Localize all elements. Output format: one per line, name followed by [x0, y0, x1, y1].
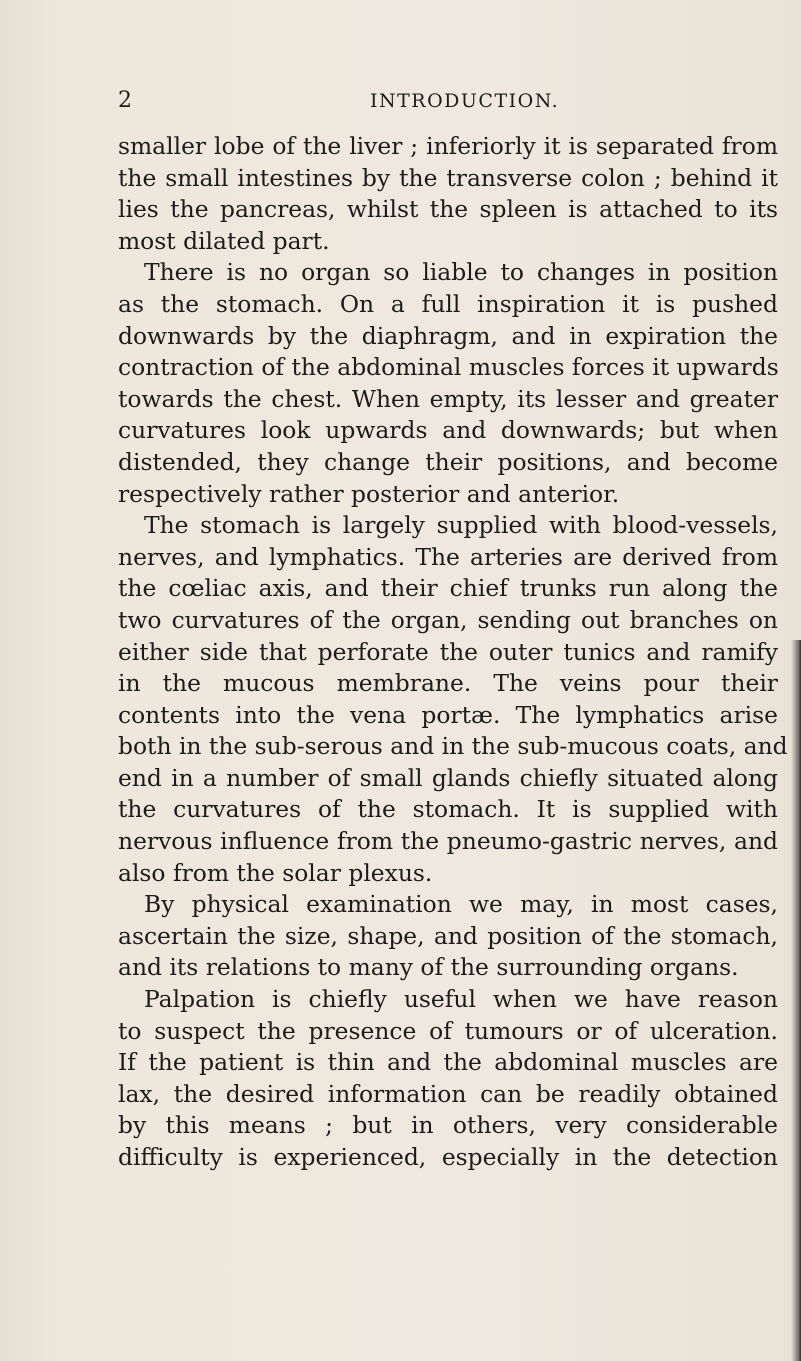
text-line: ascertain the size, shape, and position of the stomach,	[118, 921, 778, 950]
body-text	[118, 131, 788, 1174]
text-line: end in a number of small glands chiefly situated along	[118, 763, 778, 792]
text-line: difficulty is experienced, especially in the detection	[118, 1143, 778, 1171]
text-line: curvatures look upwards and downwards; but when	[118, 416, 778, 445]
running-head	[118, 88, 798, 118]
page-number: 2	[118, 88, 132, 113]
text-line: The stomach is largely supplied with blood-vessels,	[144, 511, 778, 540]
text-line: by this means ; but in others, very considerable	[118, 1111, 778, 1140]
text-line: lies the pancreas, whilst the spleen is attached to its	[118, 195, 778, 224]
text-line: distended, they change their positions, and become	[118, 447, 778, 476]
text-line: as the stomach. On a full inspiration it is pushed	[118, 289, 778, 318]
running-head-title: INTRODUCTION.	[370, 90, 560, 112]
text-line: By physical examination we may, in most cases,	[144, 890, 778, 919]
text-line: nervous influence from the pneumo-gastric nerves, and	[118, 827, 778, 856]
text-line: two curvatures of the organ, sending out branches on	[118, 605, 778, 634]
text-line: the cœliac axis, and their chief trunks run along the	[118, 574, 778, 603]
text-line: If the patient is thin and the abdominal muscles are	[118, 1048, 778, 1077]
text-line: contraction of the abdominal muscles forces it upwards	[118, 353, 779, 382]
text-line: in the mucous membrane. The veins pour their	[118, 669, 778, 698]
text-line: nerves, and lymphatics. The arteries are derived from	[118, 542, 778, 571]
text-line: either side that perforate the outer tunics and ramify	[118, 637, 778, 666]
page-edge-shadow	[791, 640, 801, 1361]
text-line: downwards by the diaphragm, and in expiration the	[118, 321, 778, 350]
text-line: smaller lobe of the liver ; inferiorly it is separated from	[118, 132, 778, 160]
text-line: the small intestines by the transverse colon ; behind it	[118, 163, 778, 192]
text-line: and its relations to many of the surrounding organs.	[118, 953, 739, 982]
text-line: most dilated part.	[118, 226, 330, 255]
text-line: respectively rather posterior and anterior.	[118, 479, 620, 508]
text-line: Palpation is chiefly useful when we have reason	[144, 985, 778, 1014]
text-line: towards the chest. When empty, its lesser and greater	[118, 384, 778, 413]
text-line: both in the sub-serous and in the sub-mucous coats, and	[118, 732, 788, 761]
text-line: contents into the vena portæ. The lymphatics arise	[118, 700, 778, 729]
text-line: to suspect the presence of tumours or of ulceration.	[118, 1016, 778, 1045]
text-line: lax, the desired information can be readily obtained	[118, 1079, 778, 1108]
text-line: also from the solar plexus.	[118, 858, 433, 887]
text-line: the curvatures of the stomach. It is supplied with	[118, 795, 778, 824]
text-line: There is no organ so liable to changes in position	[144, 258, 778, 287]
